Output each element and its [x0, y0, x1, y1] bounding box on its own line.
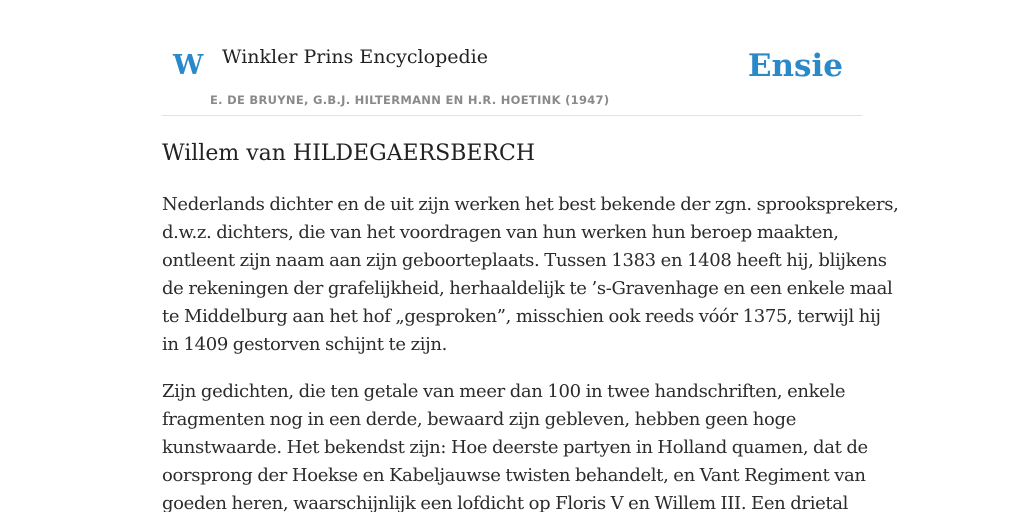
text-line: te Middelburg aan het hof „gesproken”, misschien ook reeds vóór 1375, terwijl hij — [162, 306, 881, 327]
text-line: Zijn gedichten, die ten getale van meer dan 100 in twee handschriften, enkele — [162, 381, 846, 402]
article-paragraph — [162, 378, 868, 512]
text-line: kunstwaarde. Het bekendst zijn: Hoe deerste partyen in Holland quamen, dat de — [162, 437, 868, 458]
article-body — [162, 191, 899, 512]
article-paragraph — [162, 191, 899, 359]
text-line: d.w.z. dichters, die van het voordragen van hun werken hun beroep maakten, — [162, 222, 839, 243]
winkler-prins-logo-icon[interactable]: W — [173, 50, 204, 81]
text-line: de rekeningen der grafelijkheid, herhaaldelijk te ’s-Gravenhage en een enkele maal — [162, 278, 893, 299]
source-authors: E. DE BRUYNE, G.B.J. HILTERMANN EN H.R. HOETINK (1947) — [210, 93, 610, 107]
text-line: fragmenten nog in een derde, bewaard zijn gebleven, hebben geen hoge — [162, 409, 796, 430]
text-line: in 1409 gestorven schijnt te zijn. — [162, 334, 447, 355]
text-line: Nederlands dichter en de uit zijn werken het best bekende der zgn. sprooksprekers, — [162, 194, 899, 215]
article-title: Willem van HILDEGAERSBERCH — [162, 141, 536, 166]
text-line: oorsprong der Hoekse en Kabeljauwse twisten behandelt, en Vant Regiment van — [162, 465, 866, 486]
text-line: ontleent zijn naam aan zijn geboorteplaats. Tussen 1383 en 1408 heeft hij, blijkens — [162, 250, 887, 271]
text-line: goeden heren, waarschijnlijk een lofdicht op Floris V en Willem III. Een drietal — [162, 493, 849, 512]
ensie-brand-logo[interactable]: Ensie — [747, 48, 843, 84]
source-title-link[interactable]: Winkler Prins Encyclopedie — [222, 46, 488, 68]
source-header — [162, 40, 862, 116]
